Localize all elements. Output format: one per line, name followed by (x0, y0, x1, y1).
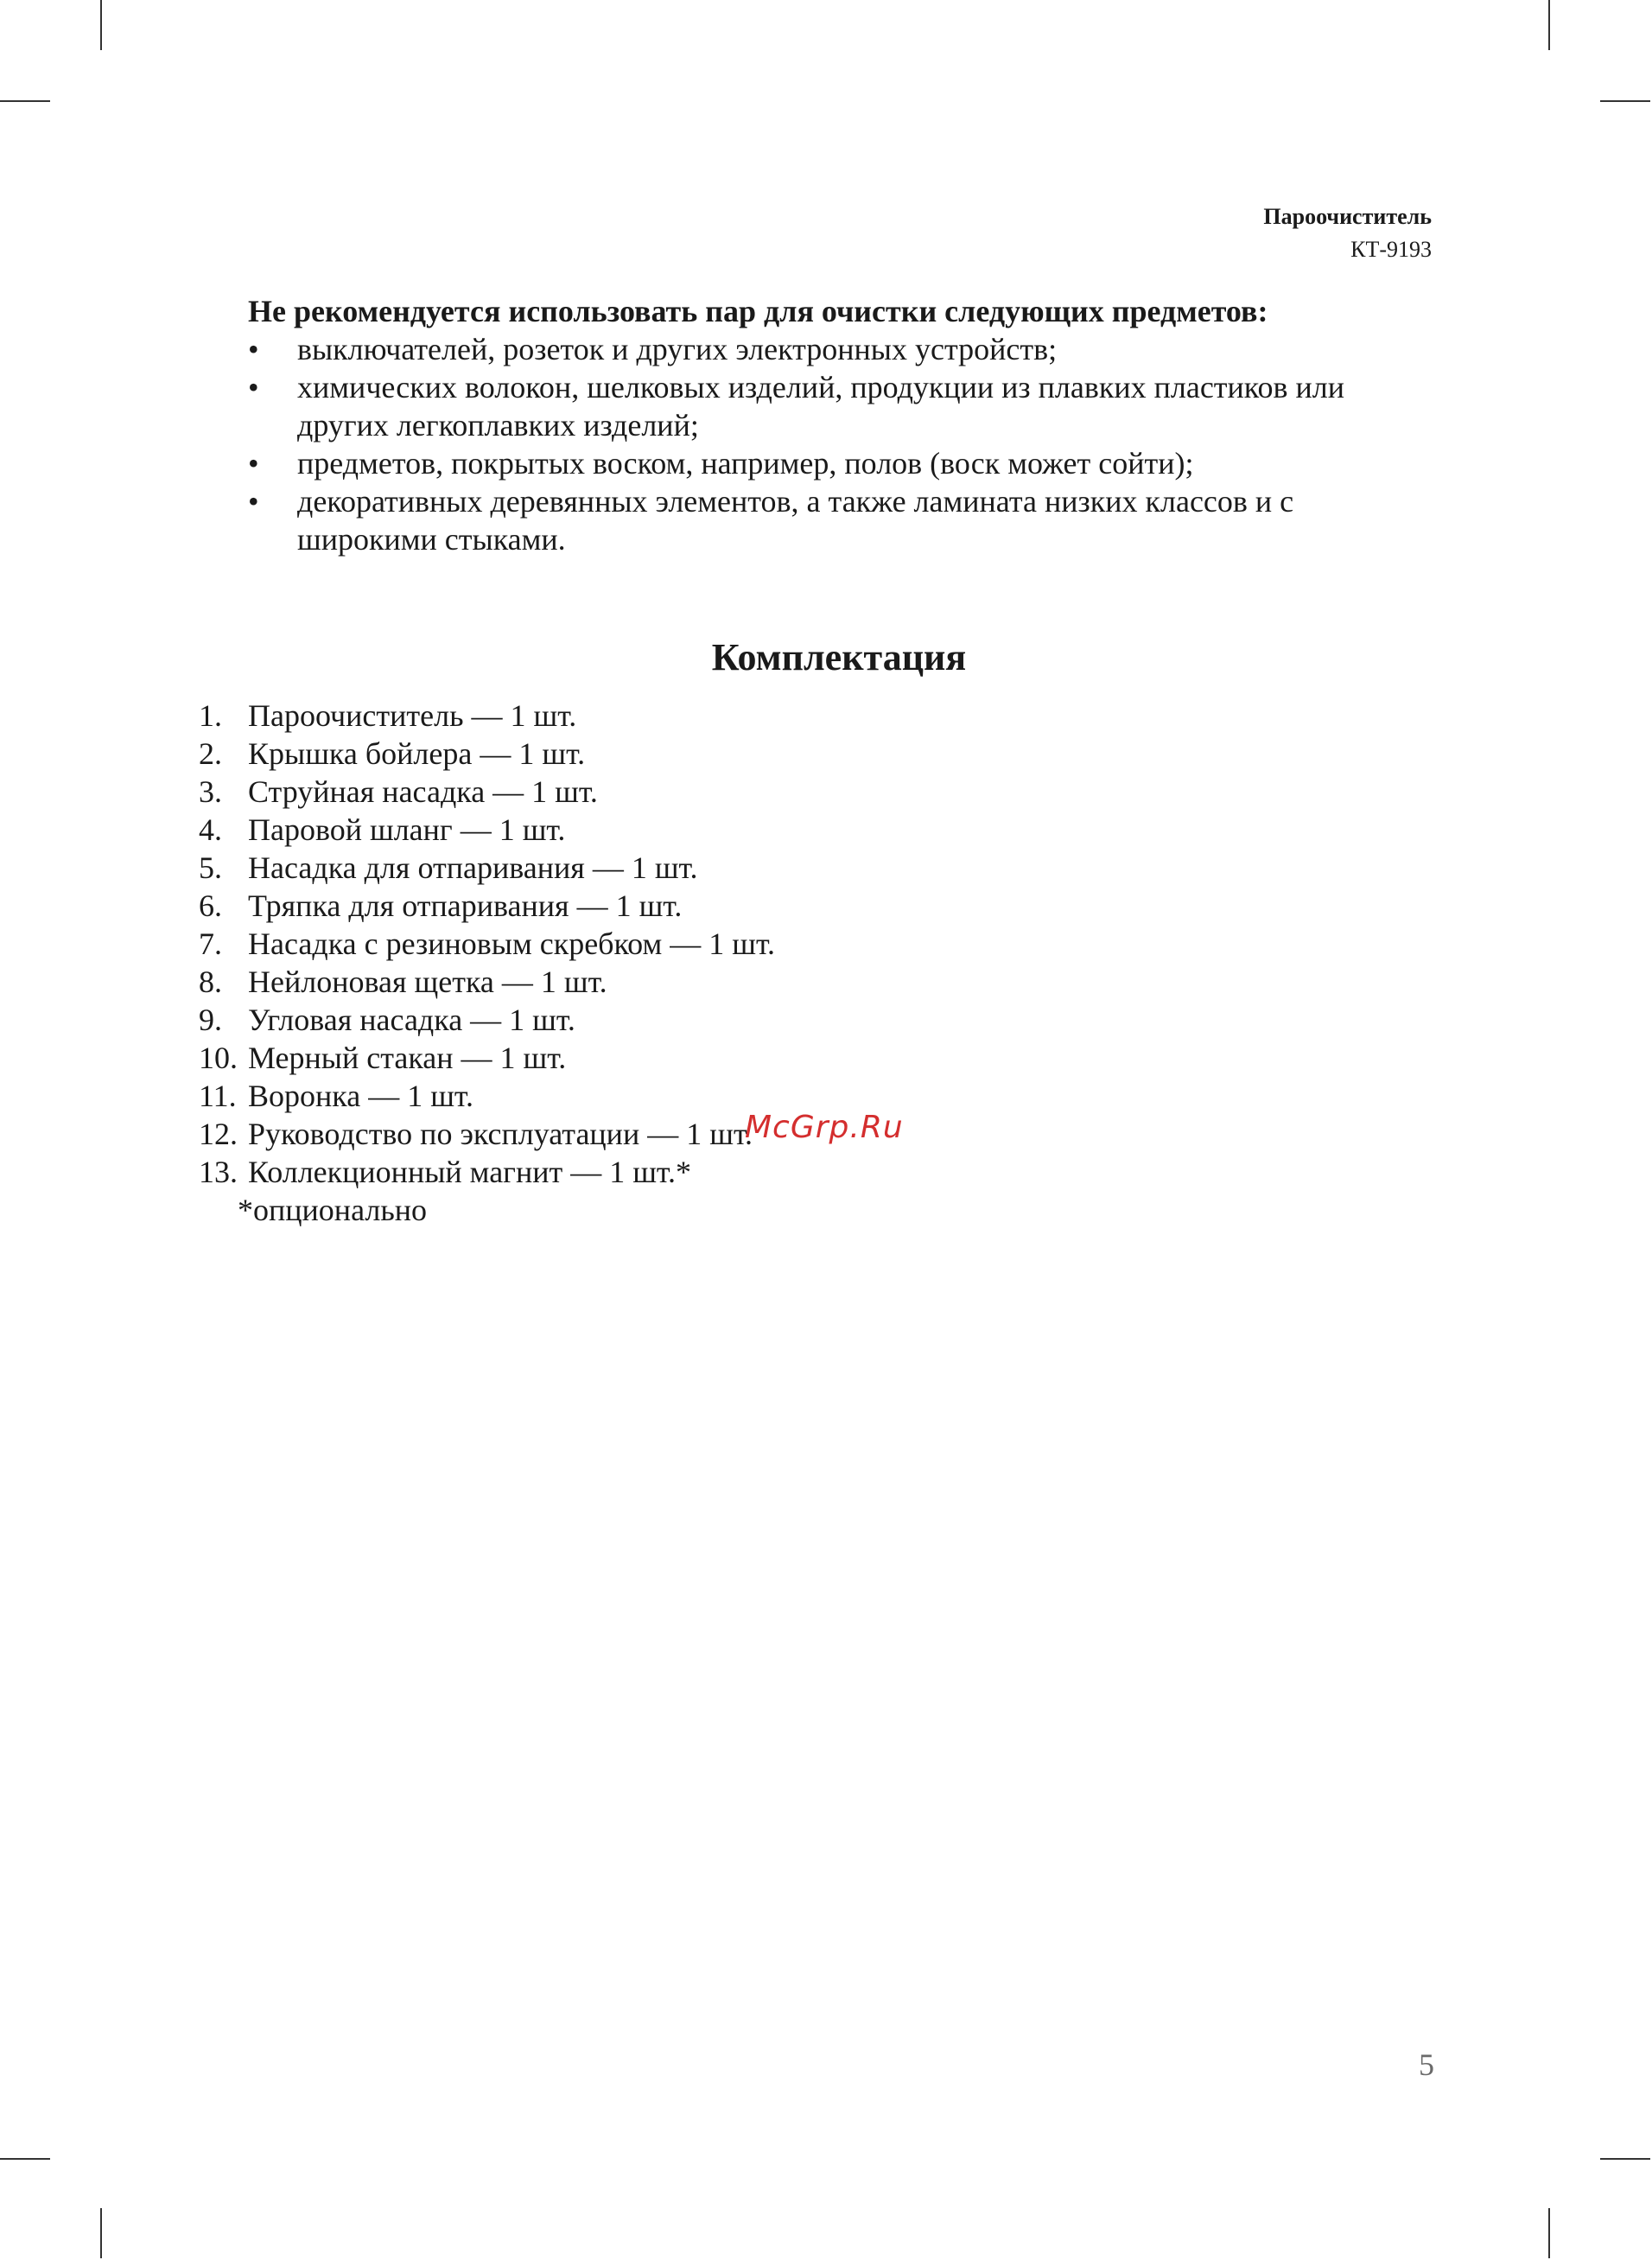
list-item (199, 697, 1063, 735)
list-item (199, 1153, 1063, 1191)
list-item (199, 811, 1063, 849)
page-number: 5 (1419, 2047, 1434, 2082)
item-text: Нейлоновая щетка — 1 шт. (248, 964, 607, 999)
list-item (199, 925, 1063, 963)
bullet-glyph: • (248, 446, 259, 481)
item-text: Паровой шланг — 1 шт. (248, 812, 566, 847)
list-item (199, 1001, 1063, 1039)
watermark-text: McGrp.Ru (745, 1110, 904, 1145)
crop-mark (1600, 100, 1650, 102)
kit-title: Комплектация (711, 636, 967, 678)
item-text: Коллекционный магнит — 1 шт.* (248, 1155, 691, 1189)
item-number: 9. (199, 1003, 222, 1037)
footnote: *опционально (238, 1193, 428, 1227)
list-item (199, 887, 1063, 925)
header-product: Пароочиститель (1263, 204, 1432, 229)
item-number: 7. (199, 926, 222, 961)
item-number: 5. (199, 850, 222, 885)
item-number: 6. (199, 888, 222, 923)
item-text: Угловая насадка — 1 шт. (248, 1003, 575, 1037)
item-number: 4. (199, 812, 222, 847)
list-item-text: предметов, покрытых воском, например, полов (воск может сойти); (297, 446, 1194, 481)
crop-mark (0, 100, 50, 102)
list-item (199, 735, 1063, 773)
crop-mark (0, 2158, 50, 2160)
warning-section (248, 292, 1440, 558)
item-text: Струйная насадка — 1 шт. (248, 774, 598, 809)
kit-list (199, 697, 1063, 1191)
item-number: 1. (199, 698, 222, 733)
item-number: 3. (199, 774, 222, 809)
bullet-glyph: • (248, 370, 259, 404)
warning-list (248, 330, 1440, 558)
item-text: Крышка бойлера — 1 шт. (248, 736, 586, 771)
item-number: 12. (199, 1117, 238, 1151)
item-number: 2. (199, 736, 222, 771)
list-item (199, 963, 1063, 1001)
item-number: 13. (199, 1155, 238, 1189)
item-number: 11. (199, 1079, 237, 1113)
item-text: Тряпка для отпаривания — 1 шт. (248, 888, 683, 923)
running-header (1263, 201, 1432, 266)
item-number: 10. (199, 1041, 238, 1075)
item-text: Пароочиститель — 1 шт. (248, 698, 577, 733)
list-item-text: химических волокон, шелковых изделий, продукции из плавких пластиков или других легкоплавких изделий; (297, 370, 1344, 442)
crop-mark (1600, 2158, 1650, 2160)
crop-mark (100, 2208, 102, 2258)
crop-mark (1548, 2208, 1550, 2258)
crop-mark (1548, 0, 1550, 50)
list-item (248, 368, 1440, 444)
list-item (248, 330, 1440, 368)
list-item (199, 773, 1063, 811)
item-text: Руководство по эксплуатации — 1 шт. (248, 1117, 753, 1151)
item-text: Мерный стакан — 1 шт. (248, 1041, 567, 1075)
item-text: Насадка для отпаривания — 1 шт. (248, 850, 698, 885)
list-item (199, 1077, 1063, 1115)
header-model: КТ-9193 (1350, 237, 1432, 262)
list-item (248, 444, 1440, 482)
list-item-text: декоративных деревянных элементов, а также ламината низких классов и с широкими стыками. (297, 484, 1294, 557)
item-text: Воронка — 1 шт. (248, 1079, 473, 1113)
crop-mark (100, 0, 102, 50)
list-item (248, 482, 1440, 558)
item-text: Насадка с резиновым скребком — 1 шт. (248, 926, 775, 961)
list-item-text: выключателей, розеток и других электронных устройств; (297, 332, 1058, 366)
bullet-glyph: • (248, 332, 259, 366)
warning-heading: Не рекомендуется использовать пар для очистки следующих предметов: (248, 294, 1268, 328)
list-item (199, 849, 1063, 887)
bullet-glyph: • (248, 484, 259, 519)
item-number: 8. (199, 964, 222, 999)
list-item (199, 1039, 1063, 1077)
list-item (199, 1115, 1063, 1153)
